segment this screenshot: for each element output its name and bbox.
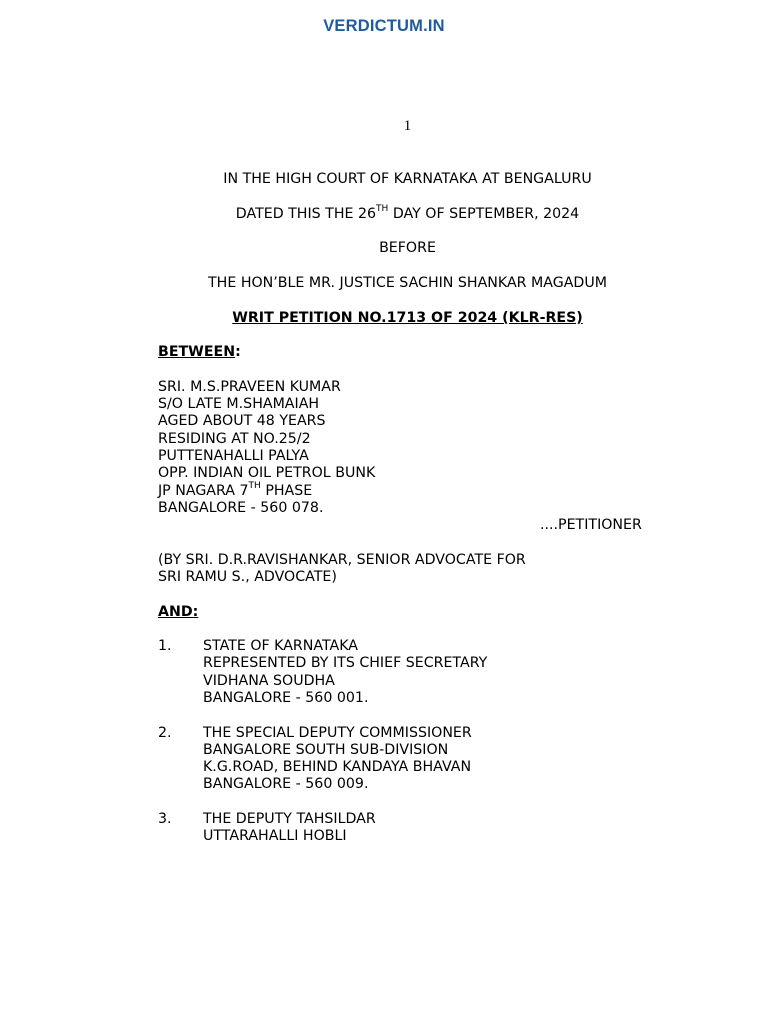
- respondent-line: BANGALORE SOUTH SUB-DIVISION: [203, 742, 449, 758]
- respondent-number: 1.: [158, 638, 172, 654]
- petitioner-line: PUTTENAHALLI PALYA: [158, 448, 309, 464]
- petitioner-line: S/O LATE M.SHAMAIAH: [158, 396, 320, 412]
- respondent-line: THE DEPUTY TAHSILDAR: [203, 811, 376, 827]
- petitioner-jp-line: [158, 483, 312, 500]
- counsel-line: SRI RAMU S., ADVOCATE): [158, 569, 337, 585]
- date-superscript: TH: [376, 204, 389, 215]
- date-line: [0, 206, 768, 223]
- respondent-line: K.G.ROAD, BEHIND KANDAYA BHAVAN: [203, 759, 472, 775]
- jp-superscript: TH: [248, 481, 261, 492]
- respondent-line: REPRESENTED BY ITS CHIEF SECRETARY: [203, 655, 488, 671]
- date-suffix: DAY OF SEPTEMBER, 2024: [388, 206, 580, 222]
- respondent-line: THE SPECIAL DEPUTY COMMISSIONER: [203, 725, 472, 741]
- petitioner-line: SRI. M.S.PRAVEEN KUMAR: [158, 379, 341, 395]
- between-label: BETWEEN: [158, 344, 236, 360]
- respondent-line: BANGALORE - 560 001.: [203, 690, 369, 706]
- before-label: BEFORE: [379, 240, 436, 256]
- petitioner-line: OPP. INDIAN OIL PETROL BUNK: [158, 465, 376, 481]
- petitioner-role: ....PETITIONER: [540, 517, 642, 533]
- court-name: IN THE HIGH COURT OF KARNATAKA AT BENGALURU: [223, 171, 592, 187]
- respondent-line: STATE OF KARNATAKA: [203, 638, 359, 654]
- date-prefix: DATED THIS THE 26: [235, 206, 377, 222]
- between-colon: :: [235, 344, 241, 360]
- page-number: 1: [403, 118, 412, 134]
- verdictum-brand: VERDICTUM.IN: [323, 17, 445, 35]
- petitioner-line: BANGALORE - 560 078.: [158, 500, 324, 516]
- respondent-line: VIDHANA SOUDHA: [203, 673, 335, 689]
- case-title: WRIT PETITION NO.1713 OF 2024 (KLR-RES): [232, 310, 583, 326]
- counsel-line: (BY SRI. D.R.RAVISHANKAR, SENIOR ADVOCATE FOR: [158, 552, 526, 568]
- petitioner-line: AGED ABOUT 48 YEARS: [158, 413, 326, 429]
- respondent-line: BANGALORE - 560 009.: [203, 776, 369, 792]
- respondent-line: UTTARAHALLI HOBLI: [203, 828, 347, 844]
- judge-name: THE HON’BLE MR. JUSTICE SACHIN SHANKAR MAGADUM: [208, 275, 607, 291]
- jp-prefix: JP NAGARA 7: [158, 483, 249, 499]
- and-label: AND:: [158, 604, 199, 620]
- respondent-number: 2.: [158, 725, 172, 741]
- between-heading: [158, 344, 241, 361]
- respondent-number: 3.: [158, 811, 172, 827]
- petitioner-line: RESIDING AT NO.25/2: [158, 431, 311, 447]
- jp-suffix: PHASE: [260, 483, 313, 499]
